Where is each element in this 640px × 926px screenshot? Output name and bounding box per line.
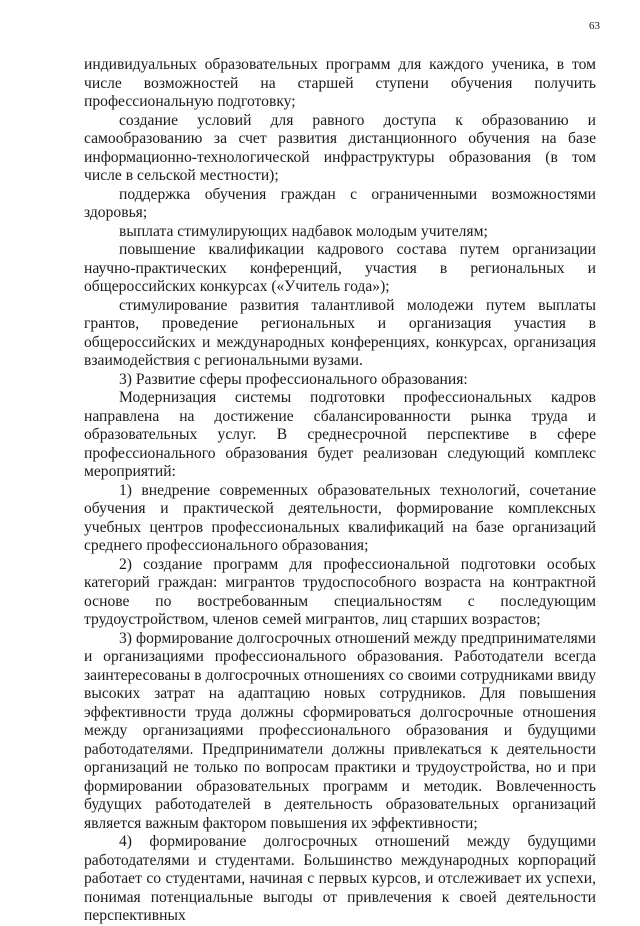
paragraph: поддержка обучения граждан с ограниченными возможностями здоровья;	[84, 185, 596, 221]
paragraph: повышение квалификации кадрового состава путем организации научно-практических конференций, участия в региональных и общероссийских конкурсах («Учитель года»);	[84, 241, 596, 295]
paragraph: выплата стимулирующих надбавок молодым учителям;	[119, 222, 488, 240]
list-item: 1) внедрение современных образовательных технологий, сочетание обучения и практической деятельности, формирование комплексных учебных центров профессиональных квалификаций на базе организаций среднего профессионального образования;	[84, 481, 596, 554]
paragraph: индивидуальных образовательных программ для каждого ученика, в том числе возможностей на старшей ступени обучения получить профессиональную подготовку;	[84, 56, 596, 110]
body-text	[84, 56, 596, 926]
list-item: 2) создание программ для профессиональной подготовки особых категорий граждан: мигрантов трудоспособного возраста на контрактной основе по востребованным специальностям с последующим трудоустройством, членов семей мигрантов, лиц старших возрастов;	[84, 555, 596, 628]
paragraph: создание условий для равного доступа к образованию и самообразованию за счет развития дистанционного обучения на базе информационно-технологической инфраструктуры образования (в том числе в сельской местности);	[84, 111, 596, 184]
section-heading: 3) Развитие сферы профессионального образования:	[119, 370, 468, 388]
list-item: 3) формирование долгосрочных отношений между предпринимателями и организациями профессионального образования. Работодатели всегда заинтересованы в долгосрочных отношениях со своими сотрудниками ввиду высоких затрат на адаптацию новых сотрудников. Для повышения эффективности труда должны сформироваться долгосрочные отношения между организациями профессионального образования и будущими работодателями. Предприниматели должны привлекаться к деятельности организаций не только по вопросам практики и трудоустройства, но и при формировании образовательных программ и методик. Вовлеченность будущих работодателей в деятельность образовательных организаций является важным фактором повышения их эффективности;	[84, 629, 596, 832]
page-number: 63	[589, 20, 600, 32]
list-item: 4) формирование долгосрочных отношений между будущими работодателями и студентами. Большинство международных корпораций работает со студентами, начиная с первых курсов, и отслеживает их успехи, понимая потенциальные выгоды от привлечения к своей деятельности перспективных	[84, 833, 596, 924]
paragraph: Модернизация системы подготовки профессиональных кадров направлена на достижение сбалансированности рынка труда и образовательных услуг. В среднесрочной перспективе в сфере профессионального образования будет реализован следующий комплекс мероприятий:	[84, 389, 596, 480]
paragraph: стимулирование развития талантливой молодежи путем выплаты грантов, проведение региональных и организация участия в общероссийских и международных конференциях, конкурсах, организация взаимодействия с региональными вузами.	[84, 296, 596, 369]
